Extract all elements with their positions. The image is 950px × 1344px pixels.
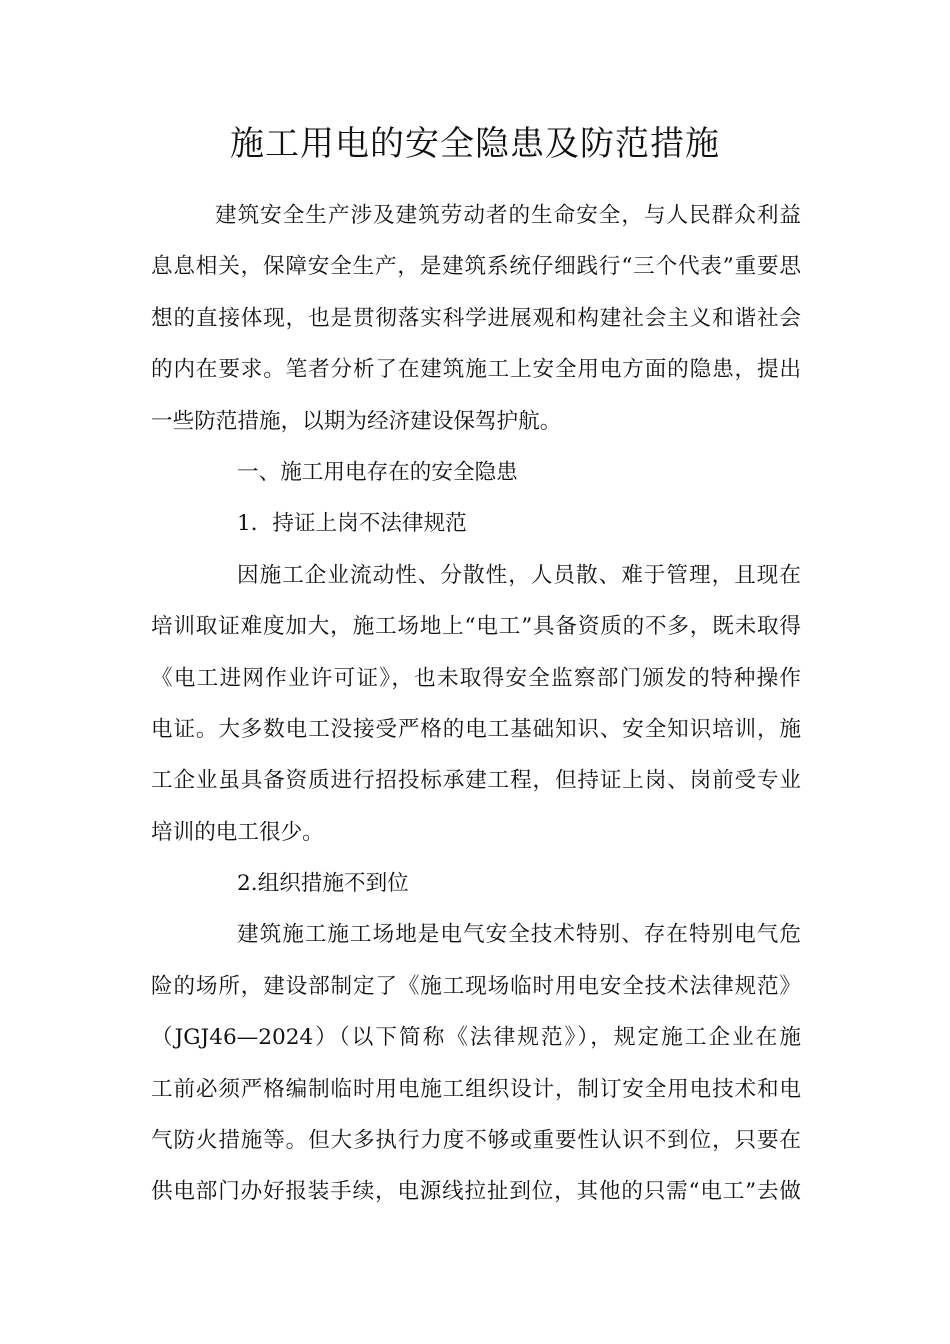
paragraph-line: 培训的电工很少。	[151, 819, 324, 845]
document-title: 施工用电的安全隐患及防范措施	[230, 124, 720, 164]
paragraph-line: 培训取证难度加大，施工场地上“电工”具备资质的不多，既未取得	[151, 614, 801, 640]
paragraph-line: 工前必须严格编制临时用电施工组织设计，制订安全用电技术和电	[151, 1076, 801, 1102]
paragraph-line: 电证。大多数电工没接受严格的电工基础知识、安全知识培训，施	[151, 716, 801, 742]
paragraph-line: 险的场所，建设部制定了《施工现场临时用电安全技术法律规范》	[151, 973, 801, 999]
document-body	[151, 190, 801, 1218]
paragraph-line: 的内在要求。笔者分析了在建筑施工上安全用电方面的隐患，提出	[151, 357, 801, 383]
paragraph-line: 《电工进网作业许可证》，也未取得安全监察部门颁发的特种操作	[151, 665, 801, 691]
paragraph-line: 建筑安全生产涉及建筑劳动者的生命安全，与人民群众利益	[215, 203, 801, 228]
paragraph-line: 气防火措施等。但大多执行力度不够或重要性认识不到位，只要在	[151, 1128, 801, 1154]
paragraph-line: 一些防范措施，以期为经济建设保驾护航。	[151, 408, 562, 434]
paragraph-line: 息息相关，保障安全生产，是建筑系统仔细践行“三个代表”重要思	[151, 254, 801, 280]
section-heading: 2.组织措施不到位	[237, 871, 409, 897]
paragraph-line: 因施工企业流动性、分散性，人员散、难于管理，且现在	[237, 562, 801, 588]
paragraph-line: 工企业虽具备资质进行招投标承建工程，但持证上岗、岗前受专业	[151, 768, 801, 794]
section-heading: 一、施工用电存在的安全隐患	[237, 459, 518, 485]
paragraph-line: 供电部门办好报装手续，电源线拉扯到位，其他的只需“电工”去做	[151, 1179, 801, 1205]
paragraph-line: 建筑施工施工场地是电气安全技术特别、存在特别电气危	[237, 922, 801, 948]
section-heading: 1．持证上岗不法律规范	[237, 511, 467, 537]
paragraph-line: 想的直接体现，也是贯彻落实科学进展观和构建社会主义和谐社会	[151, 305, 801, 331]
paragraph-line: （JGJ46—2024）（以下简称《法律规范》），规定施工企业在施	[151, 1025, 801, 1051]
